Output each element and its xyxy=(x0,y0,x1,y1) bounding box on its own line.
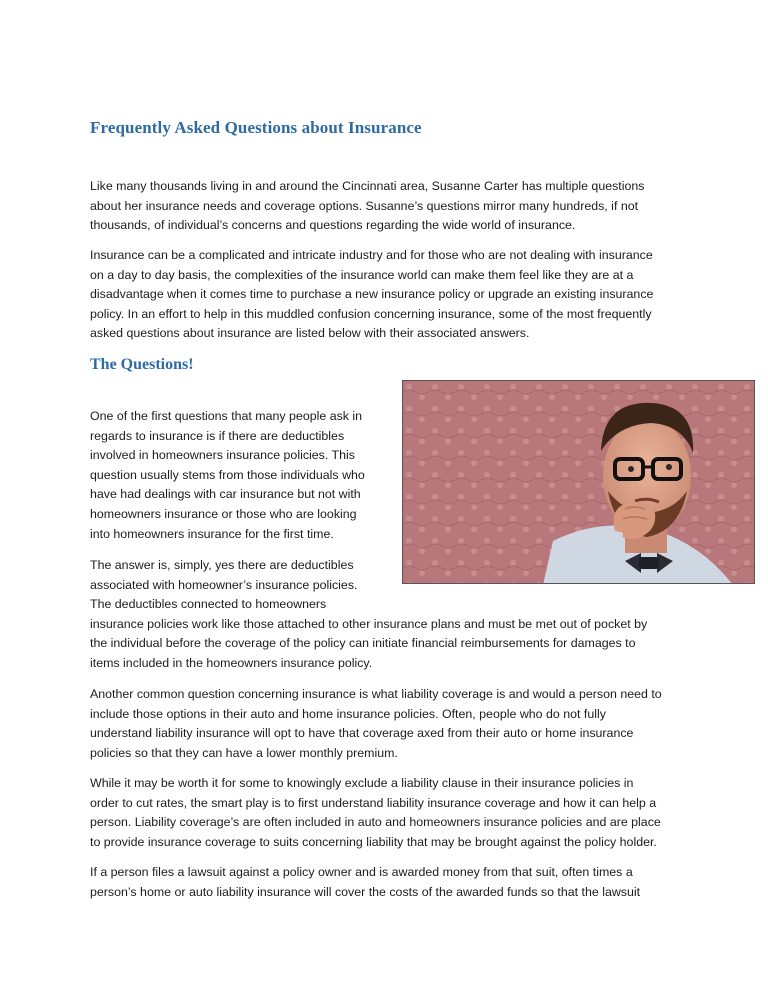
text-line: Another common question concerning insurance is what liability coverage is and would a person need to xyxy=(90,687,662,701)
text-line: Insurance can be a complicated and intricate industry and for those who are not dealing with insurance xyxy=(90,248,653,262)
lawsuit-paragraph xyxy=(90,863,640,902)
text-line: on a day to day basis, the complexities of the insurance world can make them feel like they are at a xyxy=(90,267,634,282)
text-line: homeowners insurance or those who are looking xyxy=(90,506,357,521)
text-line: person’s home or auto liability insurance will cover the costs of the awarded funds so that the lawsuit xyxy=(90,884,641,899)
text-line: the individual before the coverage of the policy can initiate financial reimbursements for damages to xyxy=(90,636,636,651)
text-line: include those options in their auto and home insurance policies. Often, people who do not fully xyxy=(90,706,606,721)
text-line: regards to insurance is if there are deductibles xyxy=(90,428,345,443)
text-line: policies so that they can have a lower monthly premium. xyxy=(90,745,398,760)
text-line: The deductibles connected to homeowners xyxy=(90,597,327,612)
text-line: have had dealings with car insurance but not with xyxy=(90,487,361,502)
text-line: disadvantage when it comes time to purchase a new insurance policy or upgrade an existing insurance xyxy=(90,287,654,302)
thinking-man-photo xyxy=(402,380,755,584)
text-line: While it may be worth it for some to knowingly exclude a liability clause in their insurance policies in xyxy=(90,776,634,790)
text-line: If a person files a lawsuit against a policy owner and is awarded money from that suit, often times a xyxy=(90,865,633,879)
text-line: order to cut rates, the smart play is to first understand liability insurance coverage and how it can help a xyxy=(90,795,657,810)
intro-paragraph-2 xyxy=(90,246,653,344)
text-line: question usually stems from those individuals who xyxy=(90,467,365,482)
liability-paragraph-1 xyxy=(90,685,662,763)
text-line: associated with homeowner’s insurance policies. xyxy=(90,577,358,592)
thinking-man-illustration xyxy=(403,381,755,584)
text-line: into homeowners insurance for the first time. xyxy=(90,526,334,541)
text-line: The answer is, simply, yes there are deductibles xyxy=(90,558,354,572)
text-line: involved in homeowners insurance policies. This xyxy=(90,448,355,463)
text-line: items included in the homeowners insurance policy. xyxy=(90,655,373,670)
text-line: person. Liability coverage’s are often included in auto and homeowners insurance policies and are place xyxy=(90,815,661,830)
text-line: insurance policies work like those attached to other insurance plans and must be met out of pocket by xyxy=(90,616,648,631)
text-line: thousands, of individual’s concerns and questions regarding the wide world of insurance. xyxy=(90,218,576,233)
text-line: to provide insurance coverage to suits concerning liability that may be brought against the policy holder. xyxy=(90,834,657,849)
text-line: about her insurance needs and coverage options. Susanne’s questions mirror many hundreds, if not xyxy=(90,198,639,213)
text-line: asked questions about insurance are listed below with their associated answers. xyxy=(90,326,530,341)
text-line: policy. In an effort to help in this muddled confusion concerning insurance, some of the most frequently xyxy=(90,306,652,321)
question-paragraph-1 xyxy=(90,407,365,544)
intro-paragraph-1 xyxy=(90,177,644,236)
document-title: Frequently Asked Questions about Insurance xyxy=(90,118,422,137)
text-line: Like many thousands living in and around the Cincinnati area, Susanne Carter has multiple questions xyxy=(90,179,645,193)
section-heading: The Questions! xyxy=(90,356,194,373)
liability-paragraph-2 xyxy=(90,774,661,852)
text-line: One of the first questions that many people ask in xyxy=(90,409,363,423)
text-line: understand liability insurance will opt to have that coverage axed from their auto or home insurance xyxy=(90,726,634,741)
